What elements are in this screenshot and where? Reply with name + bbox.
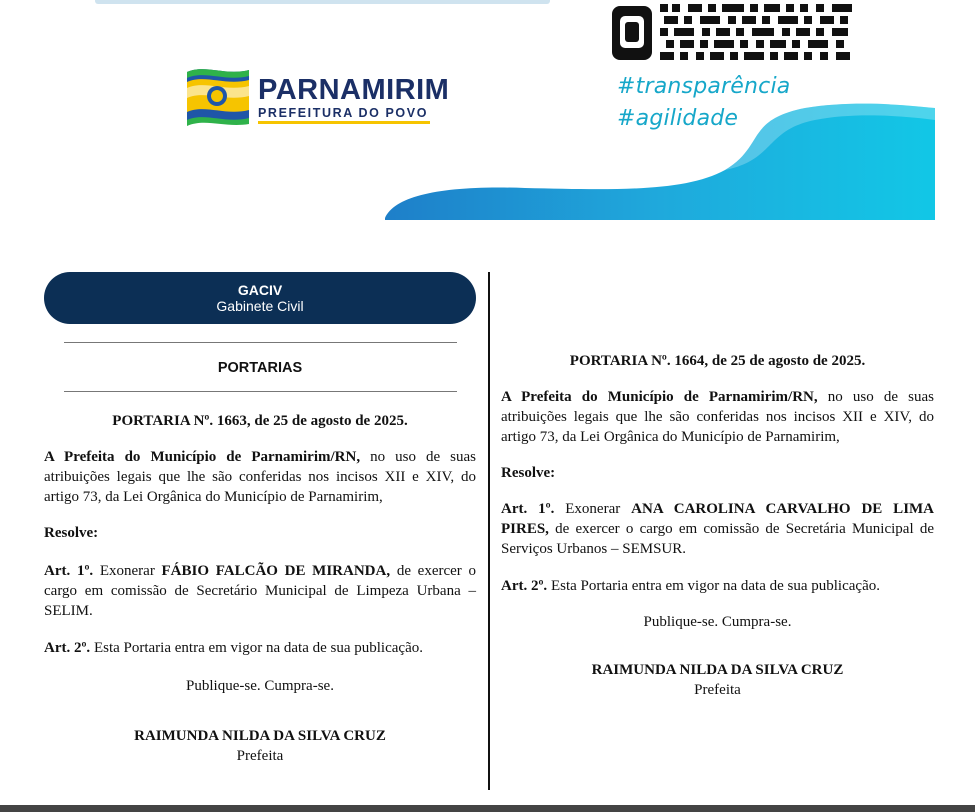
closing-text: Publique-se. Cumpra-se. (186, 678, 334, 694)
art2-text: Esta Portaria entra em vigor na data de sua publicação. (90, 640, 423, 656)
art1-text: de exercer o cargo em comissão de Secretária Municipal de Serviços Urbanos – SEMSUR. (501, 521, 934, 557)
art2-text: Esta Portaria entra em vigor na data de sua publicação. (547, 578, 880, 594)
resolve-text: Resolve: (44, 525, 99, 541)
resolve-label (501, 463, 934, 483)
signer-role: Prefeita (694, 682, 741, 698)
signer-role: Prefeita (236, 748, 284, 764)
logo-name: PARNAMIRIM (258, 74, 450, 106)
intro-bold: A Prefeita do Município de Parnamirim/RN, (44, 449, 361, 465)
art1-name: FÁBIO FALCÃO DE MIRANDA, (161, 563, 391, 579)
portaria-intro (44, 447, 476, 507)
qr-code-icon (610, 0, 856, 64)
hashtag-agilidade: #agilidade (617, 106, 739, 131)
art1-label: Art. 1º. (501, 501, 555, 517)
signer-name (44, 726, 476, 746)
section-title: PORTARIAS (217, 360, 303, 376)
signer-text: RAIMUNDA NILDA DA SILVA CRUZ (134, 728, 386, 744)
left-column (44, 272, 476, 766)
article-2 (501, 576, 934, 596)
art1-pre: Exonerar (93, 563, 162, 579)
signer-text: RAIMUNDA NILDA DA SILVA CRUZ (591, 662, 844, 678)
article-1 (44, 561, 476, 621)
parnamirim-flag-icon (185, 66, 251, 128)
hashtag-transparencia: #transparência (617, 74, 791, 99)
art1-label: Art. 1º. (44, 563, 94, 579)
portaria-heading: PORTARIA Nº. 1663, de 25 de agosto de 2025. (112, 413, 408, 429)
art2-label: Art. 2º. (501, 578, 548, 594)
portaria-heading: PORTARIA Nº. 1664, de 25 de agosto de 2025. (569, 353, 866, 369)
resolve-text: Resolve: (501, 465, 556, 481)
intro-text: no uso de suas atribuições legais que lhe são conferidas nos incisos XII e XIV, do artigo 73, da Lei Orgânica do Município de Parnamirim, (501, 389, 934, 445)
art1-name: ANA CAROLINA CARVALHO DE LIMA PIRES, (501, 501, 935, 537)
unit-banner (44, 272, 476, 324)
right-column (501, 272, 934, 700)
resolve-label (44, 523, 476, 543)
intro-text: no uso de suas atribuições legais que lhe são conferidas nos incisos XII e XIV, do artigo 73, da Lei Orgânica do Município de Parnamirim, (44, 449, 477, 505)
article-2 (44, 638, 476, 658)
unit-subtitle: Gabinete Civil (216, 298, 304, 314)
divider-line (64, 391, 457, 392)
article-1 (501, 499, 934, 559)
art1-text: de exercer o cargo em comissão de Secretário Municipal de Limpeza Urbana – SELIM. (44, 563, 476, 619)
logo-subtitle: PREFEITURA DO POVO (258, 106, 429, 120)
portaria-intro (501, 387, 934, 447)
column-divider (488, 272, 490, 790)
art2-label: Art. 2º. (44, 640, 91, 656)
art1-pre: Exonerar (554, 501, 632, 517)
intro-bold: A Prefeita do Município de Parnamirim/RN, (501, 389, 818, 405)
signer-name (501, 660, 934, 680)
bottom-bar (0, 805, 975, 812)
divider-line (64, 342, 457, 343)
closing-text: Publique-se. Cumpra-se. (643, 614, 792, 630)
unit-title: GACIV (237, 282, 283, 298)
